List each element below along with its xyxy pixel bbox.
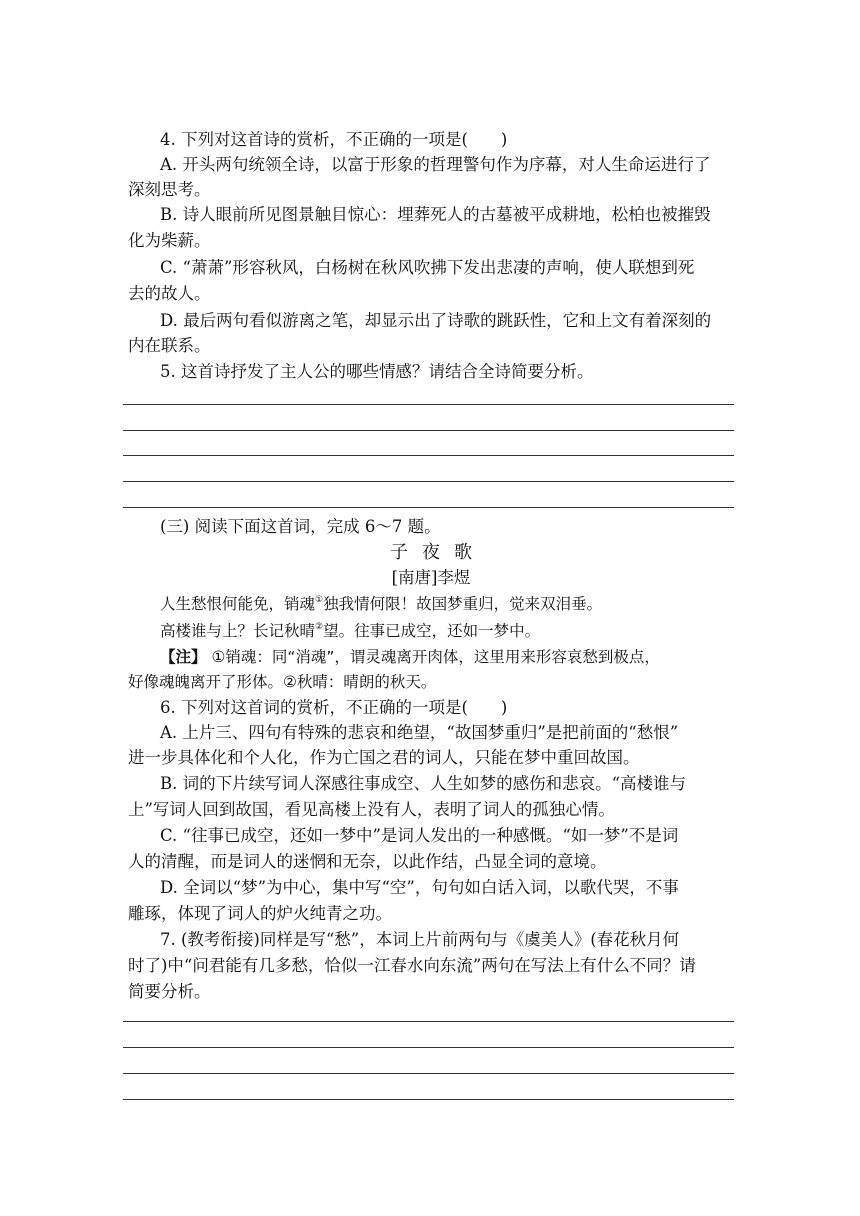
poem-line-1 xyxy=(160,592,766,616)
note-line-1 xyxy=(160,645,766,669)
q4-option-b-line1: B. 诗人眼前所见图景触目惊心：埋葬死人的古墓被平成耕地，松柏也被摧毁 xyxy=(160,205,711,224)
q4-option-b-line2: 化为柴薪。 xyxy=(128,231,211,250)
q6-option-c-line2: 人的清醒，而是词人的迷惘和无奈，以此作结，凸显全词的意境。 xyxy=(128,852,607,871)
poem-line-1-part-b: 独我情何限！故国梦重归，觉来双泪垂。 xyxy=(323,595,603,613)
q4-option-c-line1: C. “萧萧”形容秋风，白杨树在秋风吹拂下发出悲凄的声响，使人联想到死 xyxy=(160,258,695,277)
answer-line xyxy=(123,404,734,405)
answer-line xyxy=(123,1099,734,1100)
poem-line-2 xyxy=(160,619,766,643)
answer-line xyxy=(123,1073,734,1074)
answer-line xyxy=(123,1047,734,1048)
q6-option-a-line2: 进一步具体化和个人化，作为亡国之君的词人，只能在梦中重回故国。 xyxy=(128,748,640,767)
q6-option-d-line1: D. 全词以“梦”为中心，集中写“空”，句句如白话入词，以歌代哭，不事 xyxy=(160,878,679,897)
poem-author: [南唐]李煜 xyxy=(391,568,471,587)
q7-stem-line1: 7. (教考衔接)同样是写“愁”，本词上片前两句与《虞美人》(春花秋月何 xyxy=(160,930,680,949)
q6-option-c-line1: C. “往事已成空，还如一梦中”是词人发出的一种感慨。“如一梦”不是词 xyxy=(160,826,679,845)
answer-line xyxy=(123,455,734,456)
q7-stem-line3: 简要分析。 xyxy=(128,982,211,1001)
footnote-marker-1: ① xyxy=(315,595,324,605)
q6-option-d-line2: 雕琢，体现了词人的炉火纯青之功。 xyxy=(128,904,392,923)
q4-option-a-line1: A. 开头两句统领全诗，以富于形象的哲理警句作为序幕，对人生命运进行了 xyxy=(160,155,711,174)
note-text-1: ①销魂：同“消魂”，谓灵魂离开肉体，这里用来形容哀愁到极点， xyxy=(206,648,660,666)
poem-line-2-part-a: 高楼谁与上？长记秋晴 xyxy=(160,622,316,640)
answer-line xyxy=(123,507,734,508)
footnote-marker-2: ② xyxy=(315,622,324,632)
q4-stem: 4. 下列对这首诗的赏析，不正确的一项是( ) xyxy=(160,130,508,149)
q6-option-b-line2: 上”写词人回到故国，看见高楼上没有人，表明了词人的孤独心情。 xyxy=(128,800,615,819)
q4-option-d-line1: D. 最后两句看似游离之笔，却显示出了诗歌的跳跃性，它和上文有着深刻的 xyxy=(160,311,712,330)
q4-option-c-line2: 去的故人。 xyxy=(128,284,211,303)
note-line-2: 好像魂魄离开了形体。②秋晴：晴朗的秋天。 xyxy=(128,673,437,691)
section-intro: (三) 阅读下面这首词，完成 6～7 题。 xyxy=(160,517,441,536)
note-label: 【注】 xyxy=(160,648,207,666)
q6-stem: 6. 下列对这首词的赏析，不正确的一项是( ) xyxy=(160,698,508,717)
q5-stem: 5. 这首诗抒发了主人公的哪些情感？请结合全诗简要分析。 xyxy=(160,362,594,381)
q4-option-d-line2: 内在联系。 xyxy=(128,336,211,355)
q6-option-a-line1: A. 上片三、四句有特殊的悲哀和绝望，“故国梦重归”是把前面的“愁恨” xyxy=(160,723,679,742)
answer-line xyxy=(123,430,734,431)
poem-title: 子夜歌 xyxy=(390,542,486,563)
answer-line xyxy=(123,481,734,482)
q7-stem-line2: 时了)中“问君能有几多愁，恰似一江春水向东流”两句在写法上有什么不同？请 xyxy=(128,956,696,975)
q4-option-a-line2: 深刻思考。 xyxy=(128,180,211,199)
q6-option-b-line1: B. 词的下片续写词人深感往事成空、人生如梦的感伤和悲哀。“高楼谁与 xyxy=(160,774,687,793)
poem-line-1-part-a: 人生愁恨何能免，销魂 xyxy=(160,595,316,613)
poem-line-2-part-b: 望。往事已成空，还如一梦中。 xyxy=(323,622,541,640)
answer-line xyxy=(123,1021,734,1022)
